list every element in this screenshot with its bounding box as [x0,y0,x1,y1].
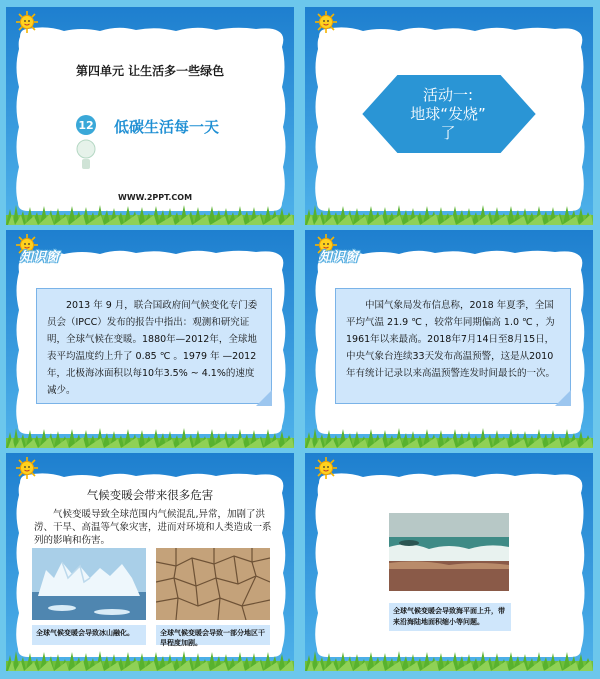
note-curl [256,390,272,406]
sun-icon [315,457,337,479]
info-note-text: 中国气象局发布信息称，2018 年夏季，全国平均气温 21.9 ℃ ，较常年同期偏高 1.0 ℃ ，为1961年以来最高。2018年7月14日至8月15日，中央气象台连续33天发布高温预警，这是从2010年有统计记录以来高温预警连发时间最长的一次。 [346,300,556,379]
slide-6-sea-level[interactable] [305,453,593,671]
info-note [335,288,571,404]
slide-5-hazards[interactable] [6,453,294,671]
info-note [36,288,272,404]
iceberg-caption: 全球气候变暖会导致冰山融化。 [32,625,146,645]
grass-border [305,203,593,225]
lesson-title: 低碳生活每一天 [114,118,220,136]
sun-icon [16,457,38,479]
hazards-body: 气候变暖导致全球范围内气候混乱,异常，加剧了洪涝、干旱、高温等气象灾害，进而对环境和人类造成一系列的影响和伤害。 [34,509,272,546]
activity-line-1: 活动一: [422,86,474,104]
sea-level-rise-image [389,513,509,591]
sun-icon [16,11,38,33]
drought-caption: 全球气候变暖会导致一部分地区干旱程度加剧。 [156,625,270,645]
slide-3-knowledge[interactable] [6,230,294,448]
site-url[interactable]: WWW.2PPT.COM [118,193,193,202]
sea-level-caption: 全球气候变暖会导致海平面上升，带来沿海陆地面积缩小等问题。 [389,603,511,631]
activity-line-3: 了 [440,124,456,142]
lightbulb-icon [76,135,96,183]
activity-heading [393,86,503,143]
slide-1-title[interactable] [6,7,294,225]
melting-iceberg-image [32,548,146,620]
knowledge-window-badge: 知识窗 [20,250,60,265]
unit-title: 第四单元 让生活多一些绿色 [76,64,225,78]
slide-4-knowledge[interactable] [305,230,593,448]
activity-line-2: 地球“发烧” [410,105,486,123]
grass-border [305,426,593,448]
grass-border [305,649,593,671]
grass-border [6,203,294,225]
knowledge-window-badge: 知识窗 [319,250,359,265]
sun-icon [315,11,337,33]
grass-border [6,426,294,448]
info-note-text: 2013 年 9 月，联合国政府间气候变化专门委员会（IPCC）发布的报告中指出：观测和研究证明，全球气候在变暖。1880年—2012年，全球地表平均温度约上升了 0.85 ℃ 。1979 年 —2012 年，北极海冰面积以每10年3.5% ~ 4.1%的速度减少。 [47,300,258,396]
drought-cracked-earth-image [156,548,270,620]
slide-2-activity[interactable] [305,7,593,225]
hazards-title: 气候变暖会带来很多危害 [86,488,214,502]
note-curl [555,390,571,406]
grass-border [6,649,294,671]
lesson-number: 12 [76,115,96,135]
